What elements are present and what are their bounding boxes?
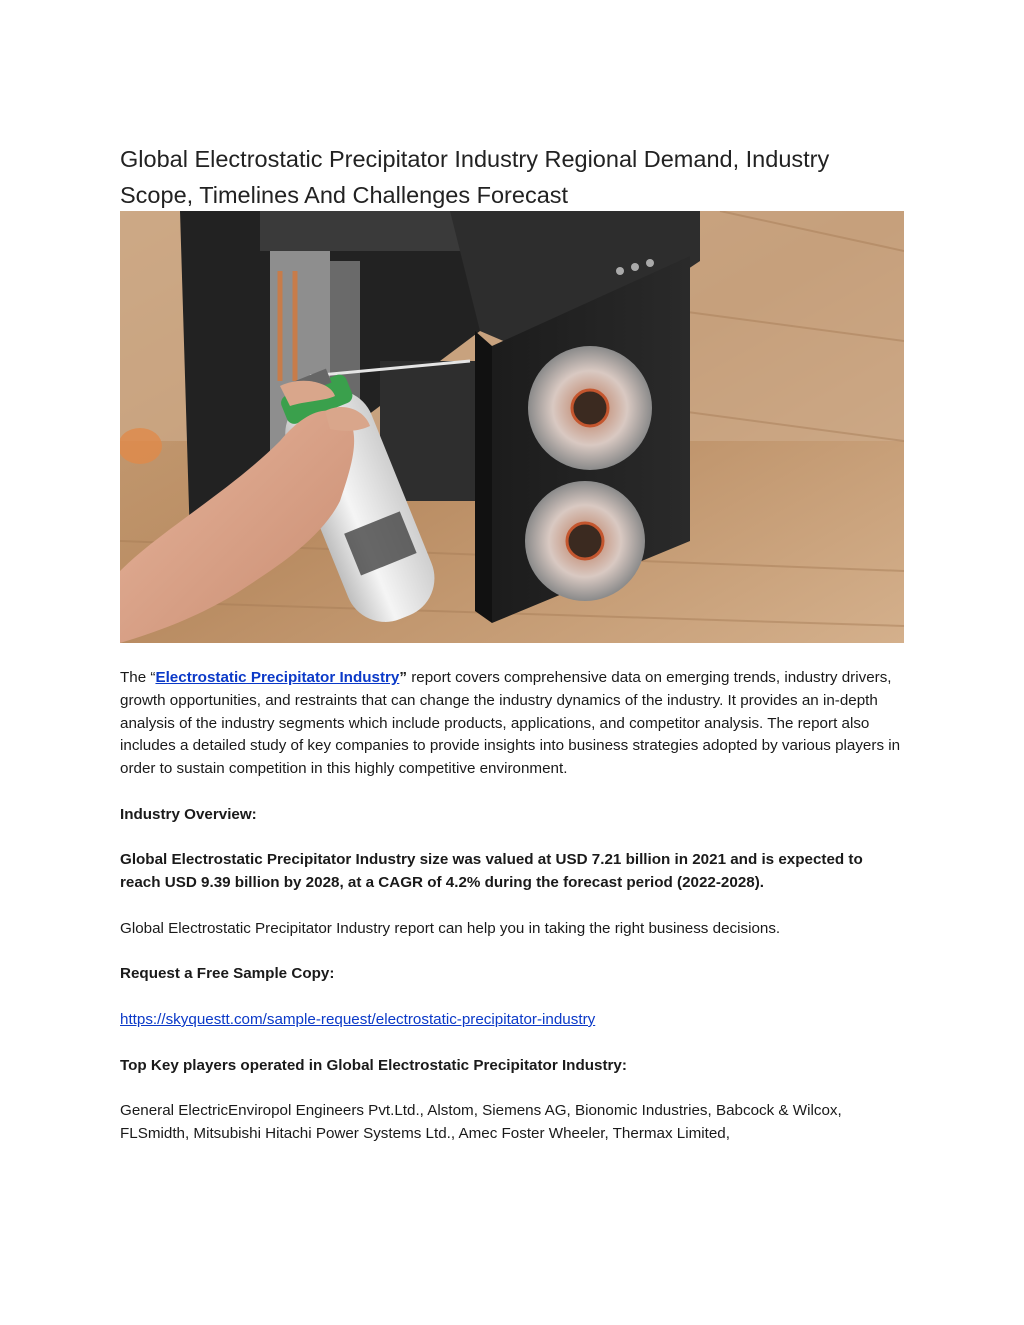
page-title: Global Electrostatic Precipitator Industry Regional Demand, Industry Scope, Timelines And Challenges Forecast [120,146,830,208]
overview-heading: Industry Overview: [120,805,257,823]
intro-rest: report covers comprehensive data on emerging trends, industry drivers, growth opportunities, and restraints that can change the industry dynamics of the industry. It provides an in-depth analysis of the industry segments which include products, applications, and competitor analysis. The report also includes a detailed study of key companies to provide insights into business strategies adopted by various players in order to sustain competition in this highly competitive environment. [120,669,901,778]
report-text: Global Electrostatic Precipitator Industry report can help you in taking the right business decisions. [120,919,781,937]
intro-close-quote: ” [399,669,407,686]
players-text: General ElectricEnviropol Engineers Pvt.Ltd., Alstom, Siemens AG, Bionomic Industries, Babcock & Wilcox, FLSmidth, Mitsubishi Hitachi Power Systems Ltd., Amec Foster Wheeler, Thermax Limited, [120,1102,842,1142]
intro-prefix: The “ [120,669,156,686]
intro-paragraph [120,667,905,781]
players-heading: Top Key players operated in Global Electrostatic Precipitator Industry: [120,1056,627,1074]
industry-link[interactable]: Electrostatic Precipitator Industry [155,669,400,686]
overview-text: Global Electrostatic Precipitator Industry size was valued at USD 7.21 billion in 2021 and is expected to reach USD 9.39 billion by 2028, at a CAGR of 4.2% during the forecast period (2022-2028). [120,851,863,892]
sample-request-link[interactable]: https://skyquestt.com/sample-request/electrostatic-precipitator-industry [120,1010,596,1028]
sample-heading: Request a Free Sample Copy: [120,965,335,983]
document-body [120,667,905,1146]
computer-case-cleaning-photo [120,211,904,643]
